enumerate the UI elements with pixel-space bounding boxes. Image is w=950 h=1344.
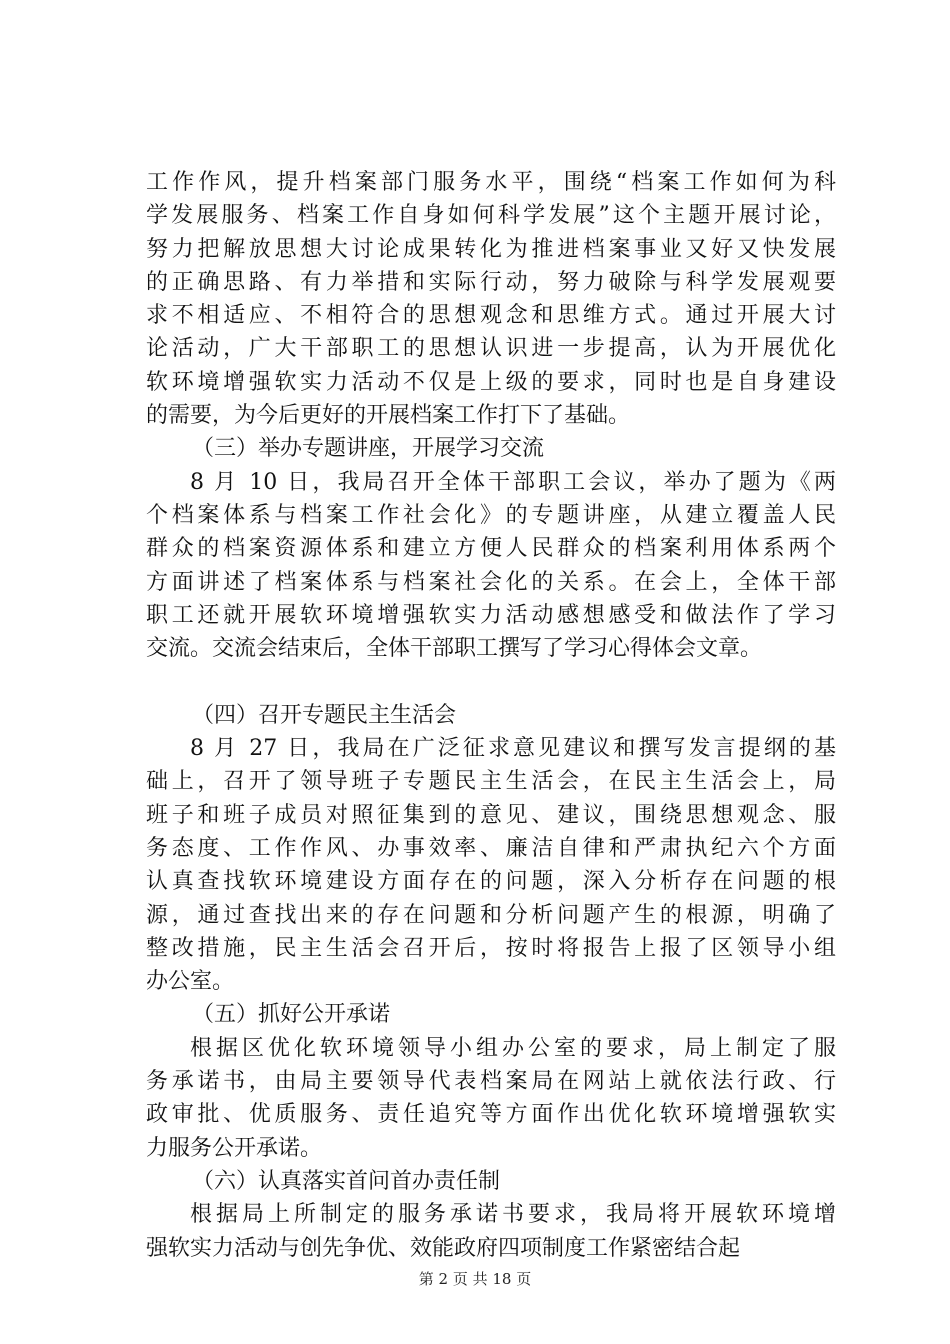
paragraph-line: 8 月 10 日，我局召开全体干部职工会议，举办了题为《两 (190, 469, 836, 495)
paragraph-line: 8 月 27 日，我局在广泛征求意见建议和撰写发言提纲的基 (190, 736, 836, 762)
paragraph-line: 认真查找软环境建设方面存在的问题，深入分析存在问题的根 (146, 869, 836, 895)
paragraph-line: 个档案体系与档案工作社会化》的专题讲座，从建立覆盖人民 (146, 502, 836, 528)
body-paragraph (146, 166, 836, 432)
paragraph-line: 的需要，为今后更好的开展档案工作打下了基础。 (146, 403, 631, 429)
paragraph-line: 努力把解放思想大讨论成果转化为推进档案事业又好又快发展 (146, 236, 836, 262)
blank-line (146, 665, 836, 698)
paragraph-line: 方面讲述了档案体系与档案社会化的关系。在会上，全体干部 (146, 569, 836, 595)
section-heading (146, 998, 836, 1031)
paragraph-line: 的正确思路、有力举措和实际行动，努力破除与科学发展观要 (146, 269, 836, 295)
paragraph-line: 群众的档案资源体系和建立方便人民群众的档案利用体系两个 (146, 536, 836, 562)
section-heading (146, 699, 836, 732)
paragraph-line: 班子和班子成员对照征集到的意见、建议，围绕思想观念、服 (146, 802, 836, 828)
paragraph-line: 础上，召开了领导班子专题民主生活会，在民主生活会上，局 (146, 769, 836, 795)
paragraph-line: 求不相适应、不相符合的思想观念和思维方式。通过开展大讨 (146, 303, 836, 329)
paragraph-line: 根据局上所制定的服务承诺书要求，我局将开展软环境增 (190, 1202, 836, 1228)
body-paragraph (146, 466, 836, 666)
paragraph-line: 学发展服务、档案工作自身如何科学发展”这个主题开展讨论， (146, 203, 836, 229)
document-body (146, 166, 836, 1265)
paragraph-line: 软环境增强软实力活动不仅是上级的要求，同时也是自身建设 (146, 369, 836, 395)
heading-text: （三）举办专题讲座，开展学习交流 (192, 436, 545, 462)
paragraph-line: 源，通过查找出来的存在问题和分析问题产生的根源，明确了 (146, 902, 836, 928)
heading-text: （四）召开专题民主生活会 (192, 702, 457, 728)
heading-text: （五）抓好公开承诺 (192, 1002, 391, 1028)
paragraph-line: 务态度、工作作风、办事效率、廉洁自律和严肃执纪六个方面 (146, 835, 836, 861)
paragraph-line: 交流。交流会结束后，全体干部职工撰写了学习心得体会文章。 (146, 636, 763, 662)
paragraph-line: 工作作风，提升档案部门服务水平，围绕“档案工作如何为科 (146, 170, 836, 195)
body-paragraph (146, 732, 836, 998)
paragraph-line: 务承诺书，由局主要领导代表档案局在网站上就依法行政、行 (146, 1069, 836, 1095)
section-heading (146, 432, 836, 465)
paragraph-line: 政审批、优质服务、责任追究等方面作出优化软环境增强软实 (146, 1102, 836, 1128)
paragraph-line: 办公室。 (146, 969, 235, 995)
paragraph-line: 强软实力活动与创先争优、效能政府四项制度工作紧密结合起 (146, 1235, 741, 1261)
page-footer: 第 2 页 共 18 页 (418, 1270, 532, 1288)
heading-text: （六）认真落实首问首办责任制 (192, 1168, 501, 1194)
paragraph-line: 整改措施，民主生活会召开后，按时将报告上报了区领导小组 (146, 935, 836, 961)
paragraph-line: 根据区优化软环境领导小组办公室的要求，局上制定了服 (190, 1035, 836, 1061)
paragraph-line: 论活动，广大干部职工的思想认识进一步提高，认为开展优化 (146, 336, 836, 362)
body-paragraph (146, 1198, 836, 1265)
paragraph-line: 力服务公开承诺。 (146, 1135, 323, 1161)
body-paragraph (146, 1032, 836, 1165)
paragraph-line: 职工还就开展软环境增强软实力活动感想感受和做法作了学习 (146, 602, 836, 628)
section-heading (146, 1165, 836, 1198)
